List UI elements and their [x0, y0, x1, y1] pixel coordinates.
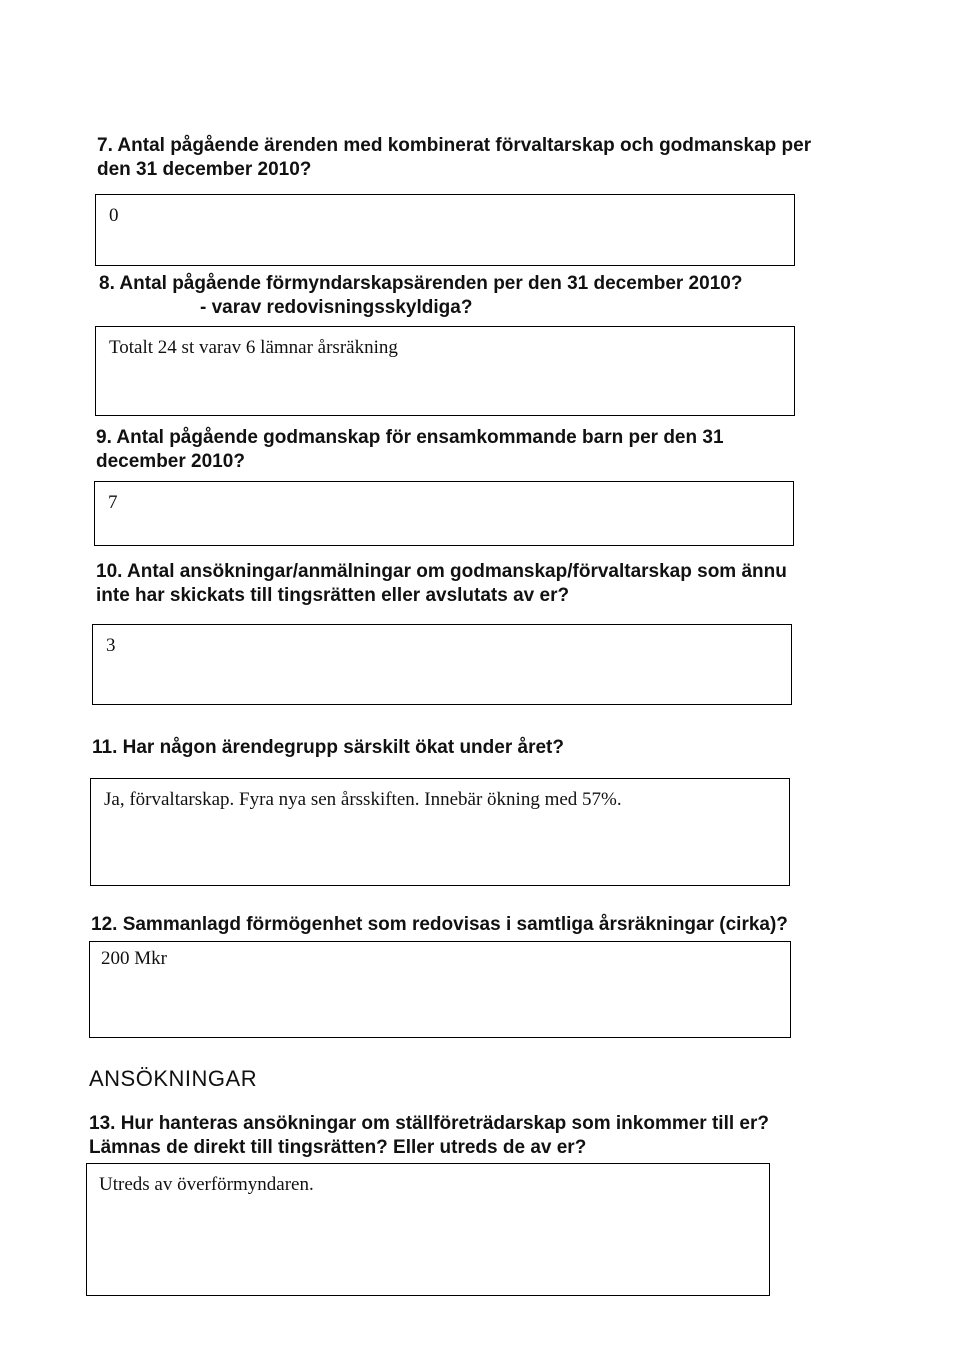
answer-11-text: Ja, förvaltarskap. Fyra nya sen årsskiften. Innebär ökning med 57%.	[104, 789, 622, 810]
question-7	[97, 134, 811, 182]
answer-10-box[interactable]	[92, 624, 792, 705]
answer-12-text: 200 Mkr	[101, 948, 167, 969]
question-8-line-1: 8. Antal pågående förmyndarskapsärenden per den 31 december 2010?	[99, 273, 743, 294]
question-12	[91, 913, 788, 937]
answer-9-text: 7	[108, 492, 118, 513]
question-9-line-2: december 2010?	[96, 451, 245, 472]
answer-7-box[interactable]	[95, 194, 795, 266]
answer-8-box[interactable]	[95, 326, 795, 416]
answer-12-box[interactable]	[89, 941, 791, 1038]
question-13	[89, 1112, 769, 1160]
question-9	[96, 426, 724, 474]
answer-8-text: Totalt 24 st varav 6 lämnar årsräkning	[109, 337, 398, 358]
question-8	[99, 272, 742, 320]
answer-9-box[interactable]	[94, 481, 794, 546]
question-11-line-1: 11. Har någon ärendegrupp särskilt ökat under året?	[92, 737, 564, 758]
question-10-line-2: inte har skickats till tingsrätten eller avslutats av er?	[96, 585, 570, 606]
answer-11-box[interactable]	[90, 778, 790, 886]
question-10	[96, 560, 787, 608]
answer-10-text: 3	[106, 635, 116, 656]
question-10-line-1: 10. Antal ansökningar/anmälningar om godmanskap/förvaltarskap som ännu	[96, 561, 787, 582]
answer-13-text: Utreds av överförmyndaren.	[99, 1174, 314, 1195]
answer-13-box[interactable]	[86, 1163, 770, 1296]
question-11	[92, 736, 564, 760]
question-9-line-1: 9. Antal pågående godmanskap för ensamkommande barn per den 31	[96, 427, 724, 448]
question-7-line-2: den 31 december 2010?	[97, 159, 312, 180]
question-8-line-2: - varav redovisningsskyldiga?	[200, 297, 473, 318]
question-13-line-2: Lämnas de direkt till tingsrätten? Eller utreds de av er?	[89, 1137, 587, 1158]
question-13-line-1: 13. Hur hanteras ansökningar om ställföreträdarskap som inkommer till er?	[89, 1113, 769, 1134]
section-heading: ANSÖKNINGAR	[89, 1066, 258, 1091]
question-7-line-1: 7. Antal pågående ärenden med kombinerat förvaltarskap och godmanskap per	[97, 135, 812, 156]
answer-7-text: 0	[109, 205, 119, 226]
question-12-line-1: 12. Sammanlagd förmögenhet som redovisas i samtliga årsräkningar (cirka)?	[91, 914, 788, 935]
